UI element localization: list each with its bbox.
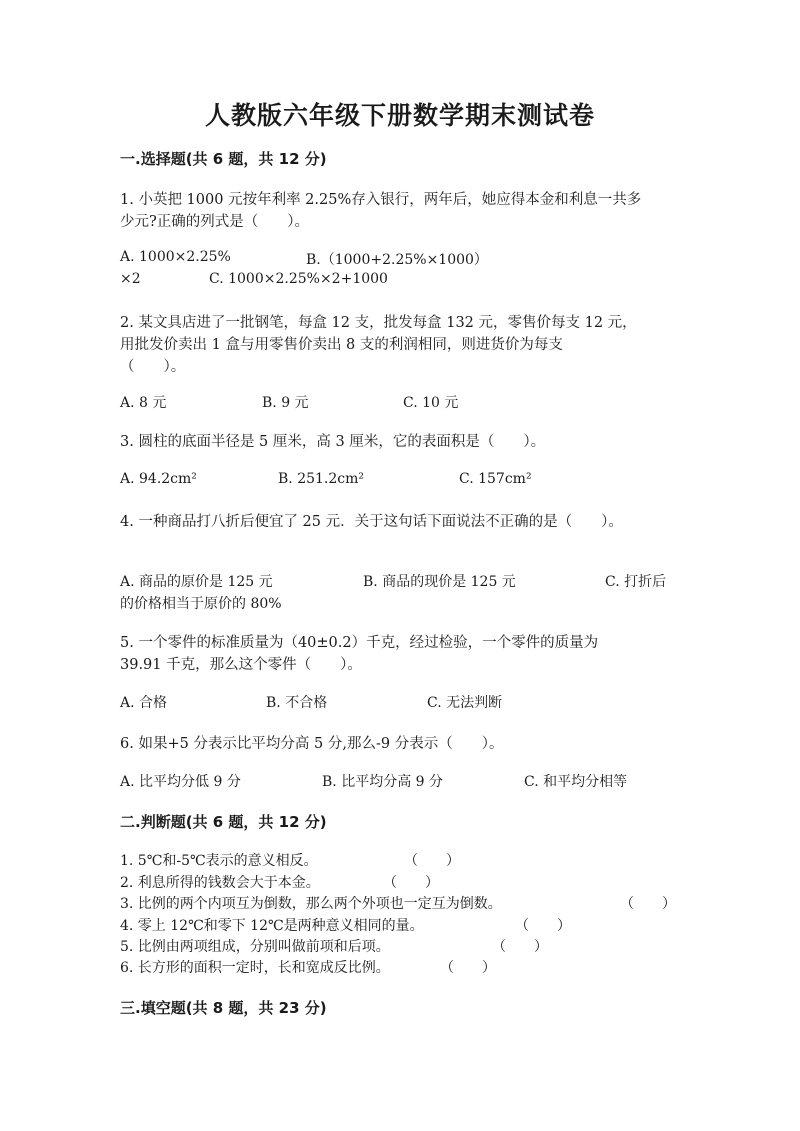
judge-answer-blank-1[interactable]: （ ） [404,853,460,869]
q5-text-line2: 39.91 千克，那么这个零件（ ）。 [120,657,362,673]
judge-answer-blank-5[interactable]: （ ） [492,939,548,955]
judge-answer-blank-6[interactable]: （ ） [440,960,496,976]
q4-text-line1: 4. 一种商品打八折后便宜了 25 元．关于这句话下面说法不正确的是（ ）。 [120,514,623,530]
judge-item-2: 2. 利息所得的钱数会大于本金。 [120,875,320,891]
q2-option-b: B. 9 元 [262,395,309,411]
judge-item-5: 5. 比例由两项组成，分别叫做前项和后项。 [120,939,390,955]
q5-option-c: C. 无法判断 [427,695,503,711]
section-heading-judgement: 二.判断题(共 6 题，共 12 分) [120,813,327,831]
judge-item-1: 1. 5℃和-5℃表示的意义相反。 [120,853,318,869]
judge-answer-blank-4[interactable]: （ ） [515,918,571,934]
q1-option-b-cont: ×2 [120,271,141,287]
q6-option-b: B. 比平均分高 9 分 [322,774,443,790]
section-heading-choice: 一.选择题(共 6 题，共 12 分) [120,150,327,168]
judge-answer-blank-3[interactable]: （ ） [620,896,676,912]
q3-option-c: C. 157cm² [459,471,532,487]
q3-text-line1: 3. 圆柱的底面半径是 5 厘米，高 3 厘米，它的表面积是（ ）。 [120,434,546,450]
q1-text-line2: 少元?正确的列式是（ ）。 [120,214,310,230]
section-heading-fill-blank: 三.填空题(共 8 题，共 23 分) [120,999,327,1017]
q4-option-a: A. 商品的原价是 125 元 [120,574,273,590]
q1-text-line1: 1. 小英把 1000 元按年利率 2.25%存入银行，两年后，她应得本金和利息一共多 [120,192,642,208]
q1-option-a: A. 1000×2.25% [120,249,231,265]
q3-option-a: A. 94.2cm² [120,471,197,487]
q6-option-a: A. 比平均分低 9 分 [120,774,241,790]
q5-text-line1: 5. 一个零件的标准质量为（40±0.2）千克，经过检验，一个零件的质量为 [120,635,599,651]
q1-option-b: B.（1000+2.25%×1000） [306,252,488,268]
judge-item-3: 3. 比例的两个内项互为倒数，那么两个外项也一定互为倒数。 [120,896,502,912]
q1-option-c: C. 1000×2.25%×2+1000 [209,271,388,287]
page-title: 人教版六年级下册数学期末测试卷 [204,101,595,130]
q6-option-c: C. 和平均分相等 [524,774,628,790]
q2-text-line3: （ ）。 [120,359,186,375]
q2-option-c: C. 10 元 [403,395,459,411]
q2-text-line1: 2. 某文具店进了一批钢笔，每盒 12 支，批发每盒 132 元，零售价每支 12 元， [120,315,637,331]
judge-answer-blank-2[interactable]: （ ） [383,875,439,891]
q4-option-c: C. 打折后 [605,574,667,590]
q3-option-b: B. 251.2cm² [278,471,364,487]
q5-option-b: B. 不合格 [266,695,328,711]
judge-item-4: 4. 零上 12℃和零下 12℃是两种意义相同的量。 [120,918,424,934]
q4-option-c-cont: 的价格相当于原价的 80% [120,596,282,612]
q2-text-line2: 用批发价卖出 1 盒与用零售价卖出 8 支的利润相同，则进货价为每支 [120,337,563,353]
q6-text-line1: 6. 如果+5 分表示比平均分高 5 分,那么-9 分表示（ ）。 [120,736,504,752]
q2-option-a: A. 8 元 [120,395,167,411]
q5-option-a: A. 合格 [120,695,168,711]
q4-option-b: B. 商品的现价是 125 元 [363,574,516,590]
judge-item-6: 6. 长方形的面积一定时，长和宽成反比例。 [120,960,390,976]
